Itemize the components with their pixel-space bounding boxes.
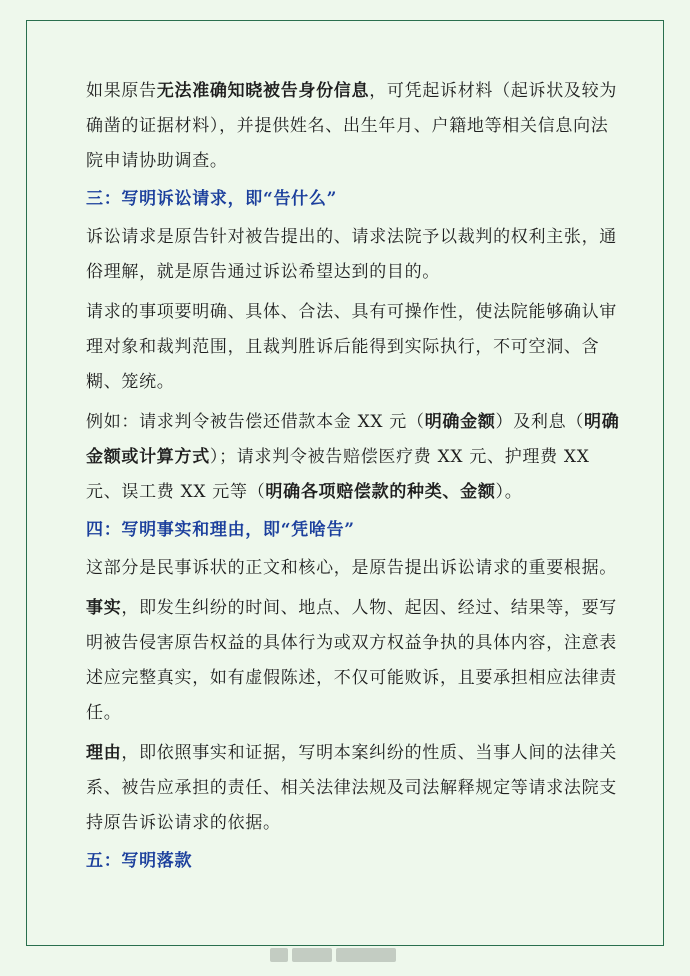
- text: ，即发生纠纷的时间、地点、人物、起因、经过、结果等，要写明被告侵害原告权益的具体行为或双方权益争执的具体内容，注意表述应完整真实，如有虚假陈述，不仅可能败诉，且要承担相应法律责任。: [86, 598, 618, 723]
- paragraph-claim-requirements: 请求的事项要明确、具体、合法、具有可操作性，使法院能够确认审理对象和裁判范围，且裁判胜诉后能得到实际执行，不可空洞、含糊、笼统。: [86, 302, 617, 392]
- text: ）；请求判令被告赔偿医疗费 XX 元、护理费 XX 元、误工费 XX 元等（: [86, 447, 590, 502]
- text: ，可凭起诉材料（起诉状及较为确凿的证据材料），并提供姓名、出生年月、户籍地等相关信息向法院申请协助调查。: [86, 81, 618, 171]
- paragraph-example: [86, 405, 626, 510]
- text: ）。: [495, 482, 523, 502]
- bold-text: 明确各项赔偿款的种类、金额: [265, 482, 496, 502]
- watermark-block: [336, 948, 396, 962]
- paragraph-reasons: [86, 736, 626, 841]
- bold-text: 事实: [86, 598, 122, 618]
- bold-text: 无法准确知晓被告身份信息: [156, 81, 370, 101]
- text: 例如：请求判令被告偿还借款本金 XX 元（: [86, 412, 425, 432]
- paragraph-facts: [86, 591, 626, 731]
- text: 如果原告: [86, 81, 157, 101]
- text: ，即依照事实和证据，写明本案纠纷的性质、当事人间的法律关系、被告应承担的责任、相关法律法规及司法解释规定等请求法院支持原告诉讼请求的依据。: [86, 743, 618, 833]
- text: ）及利息（: [495, 412, 585, 432]
- watermark-block: [292, 948, 332, 962]
- watermark-icon: [270, 948, 288, 962]
- section-heading-3: 三：写明诉讼请求，即“告什么”: [86, 189, 338, 209]
- bold-text: 明确金额或计算方式: [86, 412, 620, 467]
- section-heading-5: 五：写明落款: [86, 851, 193, 871]
- bold-text: 明确金额: [424, 412, 496, 432]
- paragraph-identity: [86, 74, 626, 179]
- bold-text: 理由: [86, 743, 122, 763]
- paragraph-claim-definition: 诉讼请求是原告针对被告提出的、请求法院予以裁判的权利主张，通俗理解，就是原告通过诉讼希望达到的目的。: [86, 227, 617, 282]
- document-body: [86, 74, 626, 882]
- section-heading-4: 四：写明事实和理由，即“凭啥告”: [86, 520, 355, 540]
- paragraph-core: 这部分是民事诉状的正文和核心，是原告提出诉讼请求的重要根据。: [86, 558, 617, 578]
- watermark-logo: [270, 943, 420, 967]
